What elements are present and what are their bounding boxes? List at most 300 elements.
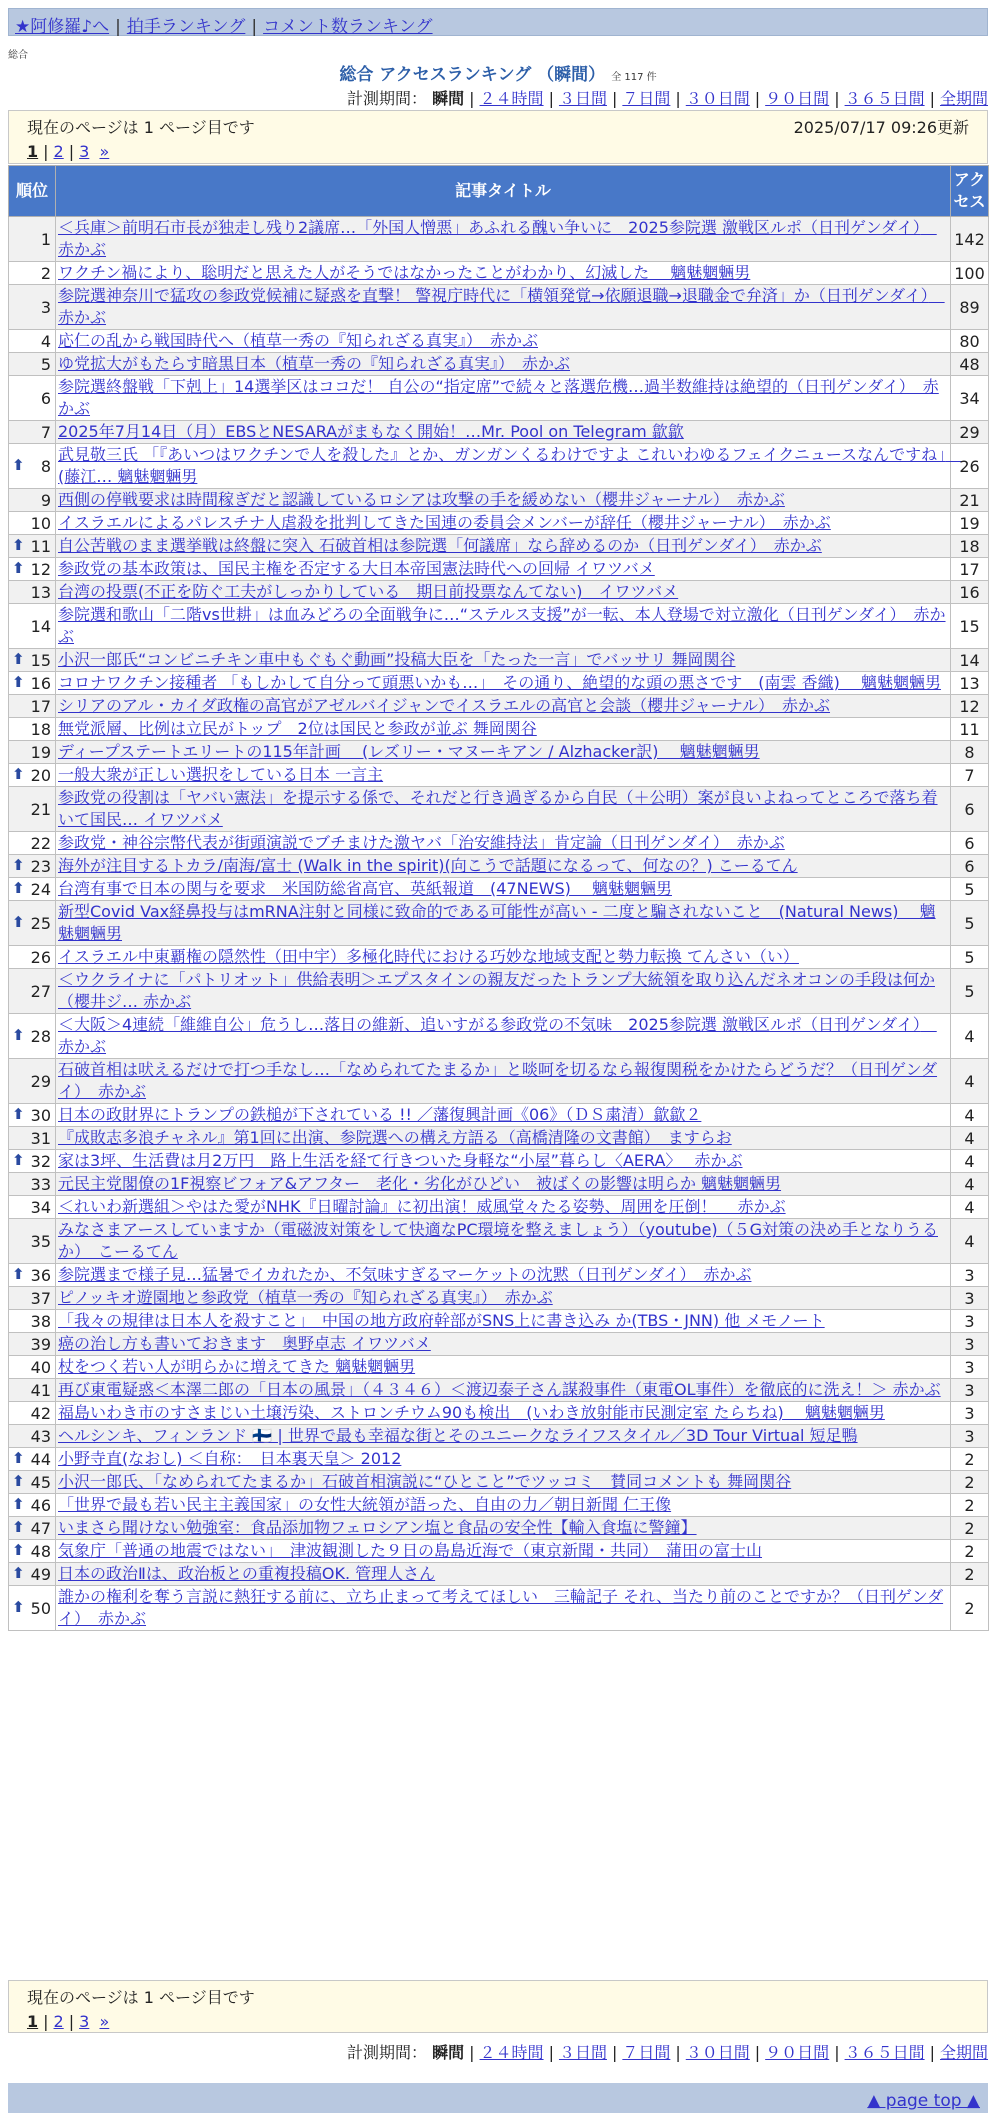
article-link[interactable]: ピノッキオ遊園地と参政党（植草一秀の『知られざる真実』） 赤かぶ xyxy=(58,1288,553,1307)
rank-cell xyxy=(9,832,56,855)
rank-cell xyxy=(9,1563,56,1586)
access-count: 89 xyxy=(951,285,989,330)
table-row xyxy=(9,581,989,604)
article-link[interactable]: 参政党の役割は「ヤバい憲法」を提示する係で、それだと行き過ぎるから自民（＋公明）案が良いよねってところで落ち着いて国民… イワツバメ xyxy=(58,788,938,829)
period-label: 計測期間： xyxy=(347,2043,428,2062)
title-cell xyxy=(56,604,951,649)
article-link[interactable]: コロナワクチン接種者 「もしかして自分って頭悪いかも…」 その通り、絶望的な頭の悪さです (南雲 香織) 魑魅魍魎男 xyxy=(58,673,941,692)
rank-number: 25 xyxy=(30,913,51,933)
article-link[interactable]: いまさら聞けない勉強室：食品添加物フェロシアン塩と食品の安全性【輸入食塩に警鐘】 xyxy=(58,1518,697,1537)
rank-number: 50 xyxy=(30,1598,51,1618)
title-cell xyxy=(56,1150,951,1173)
title-cell xyxy=(56,1356,951,1379)
access-count: 3 xyxy=(951,1379,989,1402)
rank-number: 14 xyxy=(30,616,51,636)
title-cell xyxy=(56,1494,951,1517)
title-cell xyxy=(56,1586,951,1631)
rank-number: 27 xyxy=(30,981,51,1001)
rank-up-arrow-icon: ⬆ xyxy=(12,913,25,931)
rank-cell xyxy=(9,285,56,330)
article-link[interactable]: 台湾の投票(不正を防ぐ工夫がしっかりしている 期日前投票なんてない) イワツバメ xyxy=(58,582,679,601)
period-link-all[interactable]: 全期間 xyxy=(939,2043,988,2062)
period-separator: | xyxy=(469,89,475,108)
period-current: 瞬間 xyxy=(432,89,465,108)
table-row xyxy=(9,787,989,832)
article-link[interactable]: 「世界で最も若い民主主義国家」の女性大統領が語った、自由の力／朝日新聞 仁王像 xyxy=(58,1495,672,1514)
table-row xyxy=(9,353,989,376)
rank-number: 17 xyxy=(30,696,51,716)
article-link[interactable]: 参院選和歌山「二階vs世耕」は血みどろの全面戦争に…“ステルス支援”が一転、本人登場で対立激化（日刊ゲンダイ） 赤かぶ xyxy=(58,605,946,646)
article-link[interactable]: 参院選神奈川で猛攻の参政党候補に疑惑を直撃！ 警視庁時代に「横領発覚→依願退職→退職金で弁済」か（日刊ゲンダイ） 赤かぶ xyxy=(58,286,945,327)
rank-up-arrow-icon: ⬆ xyxy=(12,1151,25,1169)
rank-number: 20 xyxy=(30,765,51,785)
rank-number: 23 xyxy=(30,856,51,876)
title-cell xyxy=(56,1517,951,1540)
period-separator: | xyxy=(834,89,840,108)
article-link[interactable]: 参院選終盤戦「下剋上」14選挙区はココだ！ 自公の“指定席”で続々と落選危機…過半数維持は絶望的（日刊ゲンダイ） 赤かぶ xyxy=(58,377,939,418)
table-row xyxy=(9,1127,989,1150)
access-count: 5 xyxy=(951,901,989,946)
rank-number: 10 xyxy=(30,513,51,533)
article-link[interactable]: 自公苦戦のまま選挙戦は終盤に突入 石破首相は参院選「何議席」なら辞めるのか（日刊ゲンダイ） 赤かぶ xyxy=(58,536,822,555)
title-cell xyxy=(56,376,951,421)
access-count: 3 xyxy=(951,1425,989,1448)
rank-number: 16 xyxy=(30,673,51,693)
rank-number: 29 xyxy=(30,1071,51,1091)
rank-cell xyxy=(9,1127,56,1150)
period-selector-bottom xyxy=(347,2040,988,2063)
access-count: 2 xyxy=(951,1471,989,1494)
title-cell xyxy=(56,787,951,832)
access-count: 21 xyxy=(951,489,989,512)
period-link-365d[interactable]: ３６５日間 xyxy=(844,2043,925,2062)
title-cell xyxy=(56,489,951,512)
rank-number: 40 xyxy=(30,1357,51,1377)
access-count: 13 xyxy=(951,672,989,695)
article-link[interactable]: 武見敬三氏 「『あいつはワクチンで人を殺した』とか、ガンガンくるわけですよ これいわゆるフェイクニュースなんですね」 (藤江… 魑魅魍魎男 xyxy=(58,445,962,486)
title-cell xyxy=(56,741,951,764)
title-cell xyxy=(56,1219,951,1264)
rank-cell xyxy=(9,855,56,878)
pager-link-2[interactable]: 2 xyxy=(53,2012,64,2031)
rank-number: 6 xyxy=(40,388,51,408)
page-info-text: 現在のページは 1 ページ目です xyxy=(27,118,255,137)
rank-number: 36 xyxy=(30,1265,51,1285)
article-link[interactable]: 海外が注目するトカラ/南海/富士 (Walk in the spirit)(向こうで話題になるって、何なの？) こーるてん xyxy=(58,856,798,875)
access-count: 3 xyxy=(951,1356,989,1379)
title-cell xyxy=(56,1287,951,1310)
table-row xyxy=(9,969,989,1014)
rank-number: 45 xyxy=(30,1472,51,1492)
page-top-link[interactable]: ▲ page top ▲ xyxy=(867,2091,980,2111)
rank-number: 48 xyxy=(30,1541,51,1561)
title-cell xyxy=(56,1173,951,1196)
rank-number: 3 xyxy=(40,297,51,317)
table-row xyxy=(9,718,989,741)
period-separator: | xyxy=(548,89,554,108)
rank-cell xyxy=(9,1150,56,1173)
rank-number: 15 xyxy=(30,650,51,670)
article-link[interactable]: 元民主党閣僚の1F視察ビフォア&アフター 老化・劣化がひどい 被ばくの影響は明らか 魑魅魍魎男 xyxy=(58,1174,782,1193)
article-link[interactable]: ＜れいわ新選組＞やはた愛がNHK『日曜討論』に初出演！威風堂々たる姿勢、周囲を圧倒！ 赤かぶ xyxy=(58,1197,786,1216)
rank-number: 13 xyxy=(30,582,51,602)
title-cell xyxy=(56,901,951,946)
period-link-24h[interactable]: ２４時間 xyxy=(479,2043,544,2062)
article-link[interactable]: 気象庁「普通の地震ではない」 津波観測した９日の島島近海で（東京新聞・共同） 蒲田の富士山 xyxy=(58,1541,763,1560)
article-link[interactable]: 応仁の乱から戦国時代へ（植草一秀の『知られざる真実』） 赤かぶ xyxy=(58,331,539,350)
rank-up-arrow-icon: ⬆ xyxy=(12,456,25,474)
article-link[interactable]: 無党派層、比例は立民がトップ 2位は国民と参政が並ぶ 舞岡関谷 xyxy=(58,719,537,738)
period-link-30d[interactable]: ３０日間 xyxy=(685,2043,750,2062)
rank-cell xyxy=(9,1425,56,1448)
article-link[interactable]: 癌の治し方も書いておきます 奥野卓志 イワツバメ xyxy=(58,1334,431,1353)
rank-cell xyxy=(9,1219,56,1264)
period-link-24h[interactable]: ２４時間 xyxy=(479,89,544,108)
rank-up-arrow-icon: ⬆ xyxy=(12,856,25,874)
table-row xyxy=(9,376,989,421)
period-link-30d[interactable]: ３０日間 xyxy=(685,89,750,108)
ranking-title xyxy=(0,60,996,85)
title-cell xyxy=(56,1402,951,1425)
period-link-3d[interactable]: ３日間 xyxy=(558,2043,607,2062)
access-count: 8 xyxy=(951,741,989,764)
rank-number: 31 xyxy=(30,1128,51,1148)
article-link[interactable]: ＜兵庫＞前明石市長が独走し残り2議席…「外国人憎悪」あふれる醜い争いに 2025参院選 激戦区ルポ（日刊ゲンダイ） 赤かぶ xyxy=(58,218,937,259)
title-cell xyxy=(56,1014,951,1059)
rank-cell xyxy=(9,376,56,421)
table-row xyxy=(9,1448,989,1471)
period-selector-top xyxy=(347,86,988,109)
table-row xyxy=(9,695,989,718)
title-cell xyxy=(56,1471,951,1494)
rank-up-arrow-icon: ⬆ xyxy=(12,879,25,897)
header-title: 記事タイトル xyxy=(56,166,951,217)
rank-number: 37 xyxy=(30,1288,51,1308)
access-count: 4 xyxy=(951,1059,989,1104)
title-cell xyxy=(56,1563,951,1586)
rank-cell xyxy=(9,901,56,946)
access-count: 4 xyxy=(951,1219,989,1264)
period-link-3d[interactable]: ３日間 xyxy=(558,89,607,108)
table-row xyxy=(9,489,989,512)
rank-number: 24 xyxy=(30,879,51,899)
rank-cell xyxy=(9,1287,56,1310)
article-link[interactable]: イスラエル中東覇権の隠然性（田中宇）多極化時代における巧妙な地域支配と勢力転換 てんさい（い） xyxy=(58,947,799,966)
table-row xyxy=(9,1333,989,1356)
article-link[interactable]: 石破首相は吠えるだけで打つ手なし…「なめられてたまるか」と啖呵を切るなら報復関税をかけたらどうだ？（日刊ゲンダイ） 赤かぶ xyxy=(58,1060,938,1101)
period-link-90d[interactable]: ９０日間 xyxy=(765,2043,830,2062)
article-link[interactable]: ゆ党拡大がもたらす暗黒日本（植草一秀の『知られざる真実』） 赤かぶ xyxy=(58,354,571,373)
table-row xyxy=(9,1356,989,1379)
table-row xyxy=(9,1563,989,1586)
pager-separator: | xyxy=(68,142,75,161)
access-count: 7 xyxy=(951,764,989,787)
header-access: アクセス xyxy=(951,166,989,217)
table-row xyxy=(9,1219,989,1264)
pager-current: 1 xyxy=(27,2012,39,2031)
rank-up-arrow-icon: ⬆ xyxy=(12,1265,25,1283)
article-link[interactable]: 小沢一郎氏、「なめられてたまるか」石破首相演説に“ひとこと”でツッコミ 賛同コメントも 舞岡関谷 xyxy=(58,1472,792,1491)
access-count: 2 xyxy=(951,1540,989,1563)
rank-number: 9 xyxy=(40,490,51,510)
article-link[interactable]: みなさまアースしていますか（電磁波対策をして快適なPC環境を整えましょう）（youtube)（５G対策の決め手となりうるか） こーるてん xyxy=(58,1220,938,1261)
table-row xyxy=(9,1150,989,1173)
title-cell xyxy=(56,512,951,535)
title-cell xyxy=(56,878,951,901)
period-link-all[interactable]: 全期間 xyxy=(939,89,988,108)
rank-cell xyxy=(9,604,56,649)
rank-cell xyxy=(9,330,56,353)
table-row xyxy=(9,1425,989,1448)
access-count: 2 xyxy=(951,1494,989,1517)
rank-cell xyxy=(9,1310,56,1333)
header-rank: 順位 xyxy=(9,166,56,217)
rank-up-arrow-icon: ⬆ xyxy=(12,1518,25,1536)
access-count: 2 xyxy=(951,1563,989,1586)
rank-cell xyxy=(9,1059,56,1104)
table-row xyxy=(9,558,989,581)
article-link[interactable]: 小野寺直(なおし) ＜自称： 日本裏天皇＞ 2012 xyxy=(58,1449,402,1468)
access-count: 4 xyxy=(951,1173,989,1196)
period-separator: | xyxy=(548,2043,554,2062)
nav-link-applause-ranking[interactable]: 拍手ランキング xyxy=(126,17,246,37)
access-count: 19 xyxy=(951,512,989,535)
access-count: 26 xyxy=(951,444,989,489)
nav-link-asyura[interactable]: ★阿修羅♪へ xyxy=(15,17,110,37)
rank-cell xyxy=(9,1471,56,1494)
rank-cell xyxy=(9,878,56,901)
rank-cell xyxy=(9,1333,56,1356)
title-cell xyxy=(56,535,951,558)
table-row xyxy=(9,649,989,672)
rank-cell xyxy=(9,741,56,764)
rank-up-arrow-icon: ⬆ xyxy=(12,1564,25,1582)
rank-number: 41 xyxy=(30,1380,51,1400)
rank-number: 34 xyxy=(30,1197,51,1217)
table-row xyxy=(9,855,989,878)
pager-next[interactable]: » xyxy=(99,2012,110,2031)
period-separator: | xyxy=(611,2043,618,2062)
rank-up-arrow-icon: ⬆ xyxy=(12,1472,25,1490)
title-cell xyxy=(56,1379,951,1402)
access-count: 4 xyxy=(951,1014,989,1059)
pager-current: 1 xyxy=(27,142,39,161)
period-separator: | xyxy=(929,2043,935,2062)
article-link[interactable]: 新型Covid Vax経鼻投与はmRNA注射と同様に致命的である可能性が高い - 二度と騙されないこと (Natural News) 魑魅魍魎男 xyxy=(58,902,936,943)
table-row xyxy=(9,741,989,764)
article-link[interactable]: 福島いわき市のすさまじい土壌汚染、ストロンチウム90も検出 (いわき放射能市民測定室 たらちね) 魑魅魍魎男 xyxy=(58,1403,885,1422)
rank-number: 33 xyxy=(30,1174,51,1194)
access-count: 100 xyxy=(951,262,989,285)
rank-cell xyxy=(9,444,56,489)
rank-cell xyxy=(9,1379,56,1402)
table-row xyxy=(9,1471,989,1494)
pager-next[interactable]: » xyxy=(99,142,110,161)
article-link[interactable]: 家は3坪、生活費は月2万円 路上生活を経て行きついた身軽な“小屋”暮らし〈AERA〉 赤かぶ xyxy=(58,1151,743,1170)
ranking-table xyxy=(8,165,989,1631)
rank-cell xyxy=(9,1402,56,1425)
table-row xyxy=(9,901,989,946)
pager-separator: | xyxy=(43,142,49,161)
article-link[interactable]: 誰かの権利を奪う言説に熱狂する前に、立ち止まって考えてほしい 三輪記子 それ、当たり前のことですか？（日刊ゲンダイ） 赤かぶ xyxy=(58,1587,944,1628)
table-row xyxy=(9,330,989,353)
rank-number: 44 xyxy=(30,1449,51,1469)
article-link[interactable]: 参政党の基本政策は、国民主権を否定する大日本帝国憲法時代への回帰 イワツバメ xyxy=(58,559,655,578)
title-cell xyxy=(56,217,951,262)
pager-separator: | xyxy=(68,2012,75,2031)
rank-number: 43 xyxy=(30,1426,51,1446)
title-cell xyxy=(56,1425,951,1448)
article-link[interactable]: 再び東電疑惑＜本澤二郎の「日本の風景」（４３４６）＜渡辺泰子さん謀殺事件（東電OL事件）を徹底的に洗え！＞ 赤かぶ xyxy=(58,1380,941,1399)
article-link[interactable]: 日本の政治Ⅱは、政治板との重複投稿OK. 管理人さん xyxy=(58,1564,436,1583)
rank-up-arrow-icon: ⬆ xyxy=(12,765,25,783)
rank-up-arrow-icon: ⬆ xyxy=(12,1541,25,1559)
access-count: 34 xyxy=(951,376,989,421)
period-separator: | xyxy=(754,89,761,108)
access-count: 4 xyxy=(951,1150,989,1173)
article-link[interactable]: ＜ウクライナに「パトリオット」供給表明＞エプスタインの親友だったトランプ大統領を取り込んだネオコンの手段は何か（櫻井ジ… 赤かぶ xyxy=(58,970,935,1011)
rank-number: 39 xyxy=(30,1334,51,1354)
title-cell xyxy=(56,649,951,672)
access-count: 11 xyxy=(951,718,989,741)
period-link-365d[interactable]: ３６５日間 xyxy=(844,89,925,108)
pager-link-3[interactable]: 3 xyxy=(79,2012,90,2031)
title-cell xyxy=(56,558,951,581)
pager-top xyxy=(27,142,969,161)
rank-cell xyxy=(9,558,56,581)
nav-link-comment-ranking[interactable]: コメント数ランキング xyxy=(263,17,433,37)
rank-number: 49 xyxy=(30,1564,51,1584)
table-row xyxy=(9,1494,989,1517)
period-link-7d[interactable]: ７日間 xyxy=(622,89,671,108)
access-count: 142 xyxy=(951,217,989,262)
rank-cell xyxy=(9,1264,56,1287)
table-row xyxy=(9,217,989,262)
period-separator: | xyxy=(675,89,681,108)
rank-cell xyxy=(9,1494,56,1517)
title-cell xyxy=(56,1540,951,1563)
rank-number: 26 xyxy=(30,947,51,967)
rank-cell xyxy=(9,695,56,718)
access-count: 3 xyxy=(951,1333,989,1356)
title-cell xyxy=(56,832,951,855)
rank-up-arrow-icon: ⬆ xyxy=(12,1026,25,1044)
title-cell xyxy=(56,1310,951,1333)
table-row xyxy=(9,444,989,489)
pager-link-3[interactable]: 3 xyxy=(79,142,90,161)
period-link-90d[interactable]: ９０日間 xyxy=(765,89,830,108)
article-link[interactable]: 『成敗志多浪チャネル』第1回に出演、参院選への構え方語る（高橋清隆の文書館） ますらお xyxy=(58,1128,732,1147)
period-current: 瞬間 xyxy=(432,2043,465,2062)
title-cell xyxy=(56,695,951,718)
article-link[interactable]: 一般大衆が正しい選択をしている日本 一言主 xyxy=(58,765,384,784)
title-cell xyxy=(56,1104,951,1127)
table-row xyxy=(9,672,989,695)
title-cell xyxy=(56,855,951,878)
rank-cell xyxy=(9,787,56,832)
table-row xyxy=(9,1014,989,1059)
access-count: 6 xyxy=(951,832,989,855)
rank-cell xyxy=(9,581,56,604)
article-link[interactable]: ディープステートエリートの115年計画 (レズリー・マヌーキアン / Alzhacker訳) 魑魅魍魎男 xyxy=(58,742,760,761)
table-row xyxy=(9,604,989,649)
access-count: 6 xyxy=(951,787,989,832)
access-count: 2 xyxy=(951,1448,989,1471)
rank-number: 4 xyxy=(40,331,51,351)
article-link[interactable]: イスラエルによるパレスチナ人虐殺を批判してきた国連の委員会メンバーが辞任（櫻井ジャーナル） 赤かぶ xyxy=(58,513,831,532)
article-link[interactable]: 日本の政財界にトランプの鉄槌が下されている !! ／藩復興計画《06》（ＤＳ粛清）歙歙２ xyxy=(58,1105,702,1124)
access-count: 3 xyxy=(951,1287,989,1310)
article-link[interactable]: 西側の停戦要求は時間稼ぎだと認識しているロシアは攻撃の手を緩めない（櫻井ジャーナル） 赤かぶ xyxy=(58,490,785,509)
access-count: 2 xyxy=(951,1586,989,1631)
rank-number: 47 xyxy=(30,1518,51,1538)
article-link[interactable]: ＜大阪＞4連続「維維自公」危うし…落日の維新、追いすがる参政党の不気味 2025参院選 激戦区ルポ（日刊ゲンダイ） 赤かぶ xyxy=(58,1015,937,1056)
title-cell xyxy=(56,581,951,604)
rank-up-arrow-icon: ⬆ xyxy=(12,650,25,668)
rank-number: 21 xyxy=(30,799,51,819)
rank-number: 1 xyxy=(40,229,51,249)
article-link[interactable]: 杖をつく若い人が明らかに増えてきた 魑魅魍魎男 xyxy=(58,1357,416,1376)
table-row xyxy=(9,421,989,444)
title-cell xyxy=(56,1196,951,1219)
rank-cell xyxy=(9,535,56,558)
rank-number: 38 xyxy=(30,1311,51,1331)
rank-cell xyxy=(9,718,56,741)
access-count: 4 xyxy=(951,1127,989,1150)
rank-cell xyxy=(9,1014,56,1059)
article-link[interactable]: 「我々の規律は日本人を殺すこと」 中国の地方政府幹部がSNS上に書き込み か(TBS・JNN) 他 メモノート xyxy=(58,1311,825,1330)
rank-number: 5 xyxy=(40,354,51,374)
article-link[interactable]: 参政党・神谷宗幣代表が街頭演説でブチまけた激ヤバ「治安維持法」肯定論（日刊ゲンダイ） 赤かぶ xyxy=(58,833,785,852)
access-count: 80 xyxy=(951,330,989,353)
title-cell xyxy=(56,764,951,787)
rank-cell xyxy=(9,217,56,262)
access-count: 2 xyxy=(951,1517,989,1540)
rank-cell xyxy=(9,1173,56,1196)
table-row xyxy=(9,1310,989,1333)
period-label: 計測期間： xyxy=(347,89,428,108)
title-cell xyxy=(56,1059,951,1104)
article-link[interactable]: シリアのアル・カイダ政権の高官がアゼルバイジャンでイスラエルの高官と会談（櫻井ジャーナル） 赤かぶ xyxy=(58,696,831,715)
rank-up-arrow-icon: ⬆ xyxy=(12,1449,25,1467)
nav-separator: | xyxy=(115,17,121,37)
article-link[interactable]: 台湾有事で日本の関与を要求 米国防総省高官、英紙報道 (47NEWS) 魑魅魍魎男 xyxy=(58,879,672,898)
rank-number: 8 xyxy=(40,456,51,476)
title-cell xyxy=(56,672,951,695)
rank-up-arrow-icon: ⬆ xyxy=(12,673,25,691)
period-link-7d[interactable]: ７日間 xyxy=(622,2043,671,2062)
table-row xyxy=(9,1104,989,1127)
article-link[interactable]: 2025年7月14日（月）EBSとNESARAがまもなく開始！…Mr. Pool on Telegram 歙歙 xyxy=(58,422,684,441)
article-link[interactable]: 小沢一郎氏“コンビニチキン車中もぐもぐ動画”投稿大臣を「たった一言」でバッサリ 舞岡関谷 xyxy=(58,650,736,669)
page-top-bar xyxy=(8,2083,988,2113)
rank-number: 19 xyxy=(30,742,51,762)
rank-up-arrow-icon: ⬆ xyxy=(12,1598,25,1616)
table-row xyxy=(9,1287,989,1310)
ranking-count: 全 117 件 xyxy=(611,72,657,83)
title-cell xyxy=(56,1448,951,1471)
rank-number: 12 xyxy=(30,559,51,579)
rank-cell xyxy=(9,1448,56,1471)
article-link[interactable]: 参院選まで様子見…猛暑でイカれたか、不気味すぎるマーケットの沈黙（日刊ゲンダイ） 赤かぶ xyxy=(58,1265,752,1284)
nav-separator: | xyxy=(251,17,258,37)
access-count: 15 xyxy=(951,604,989,649)
rank-cell xyxy=(9,353,56,376)
rank-number: 11 xyxy=(30,536,51,556)
article-link[interactable]: ヘルシンキ、フィンランド 🇫🇮 | 世界で最も幸福な街とそのユニークなライフスタイル／3D Tour Virtual 短足鴨 xyxy=(58,1426,858,1445)
article-link[interactable]: ワクチン禍により、聡明だと思えた人がそうではなかったことがわかり、幻滅した 魑魅魍魎男 xyxy=(58,263,751,282)
pager-link-2[interactable]: 2 xyxy=(53,142,64,161)
